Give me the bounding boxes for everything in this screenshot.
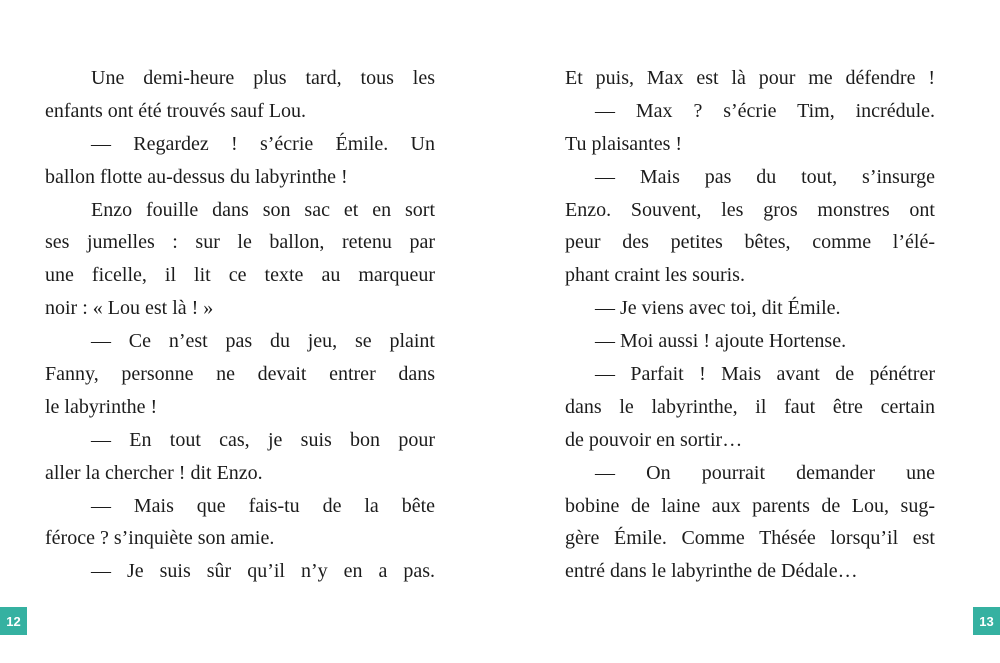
page-number-right: 13 (979, 613, 994, 629)
text-line: Fanny, personne ne devait entrer dans (45, 363, 435, 386)
text-line: — Parfait ! Mais avant de pénétrer (595, 363, 935, 386)
text-line: — Max ? s’écrie Tim, incrédule. (595, 99, 935, 122)
text-line: — Mais que fais-tu de la bête (91, 494, 435, 517)
text-line: le labyrinthe ! (45, 395, 158, 418)
text-line: — Ce n’est pas du jeu, se plaint (91, 330, 435, 353)
right-page-text (565, 62, 935, 588)
text-line: aller la chercher ! dit Enzo. (45, 461, 263, 484)
left-page-text (45, 62, 435, 588)
text-line: — Moi aussi ! ajoute Hortense. (595, 330, 847, 353)
text-line: Enzo. Souvent, les gros monstres ont (565, 198, 935, 221)
text-line: Tu plaisantes ! (565, 132, 683, 155)
text-line: Et puis, Max est là pour me défendre ! (565, 67, 935, 89)
text-line: phant craint les souris. (565, 264, 745, 287)
text-line: — Je viens avec toi, dit Émile. (595, 297, 841, 320)
text-line: — Je suis sûr qu’il n’y en a pas. (91, 560, 435, 583)
text-line: — Mais pas du tout, s’insurge (595, 165, 935, 188)
text-line: enfants ont été trouvés sauf Lou. (45, 99, 307, 122)
text-line: de pouvoir en sortir… (565, 428, 743, 451)
page-number-badge-right (973, 607, 1000, 635)
page-number-left: 12 (6, 613, 21, 629)
text-line: une ficelle, il lit ce texte au marqueur (45, 264, 435, 287)
text-line: gère Émile. Comme Thésée lorsqu’il est (565, 527, 935, 550)
text-line: ballon flotte au-dessus du labyrinthe ! (45, 165, 348, 188)
text-line: bobine de laine aux parents de Lou, sug- (565, 494, 935, 517)
text-line: entré dans le labyrinthe de Dédale… (565, 560, 858, 583)
text-line: noir : « Lou est là ! » (45, 297, 214, 320)
text-line: — En tout cas, je suis bon pour (91, 428, 435, 451)
text-line: Une demi-heure plus tard, tous les (91, 67, 435, 89)
page-number-badge-left (0, 607, 27, 635)
text-line: — Regardez ! s’écrie Émile. Un (91, 132, 435, 155)
text-line: féroce ? s’inquiète son amie. (45, 527, 275, 550)
text-line: ses jumelles : sur le ballon, retenu par (45, 231, 435, 254)
text-line: dans le labyrinthe, il faut être certain (565, 395, 935, 418)
text-line: — On pourrait demander une (595, 461, 935, 484)
text-line: Enzo fouille dans son sac et en sort (91, 198, 435, 221)
text-line: peur des petites bêtes, comme l’élé- (565, 231, 935, 254)
